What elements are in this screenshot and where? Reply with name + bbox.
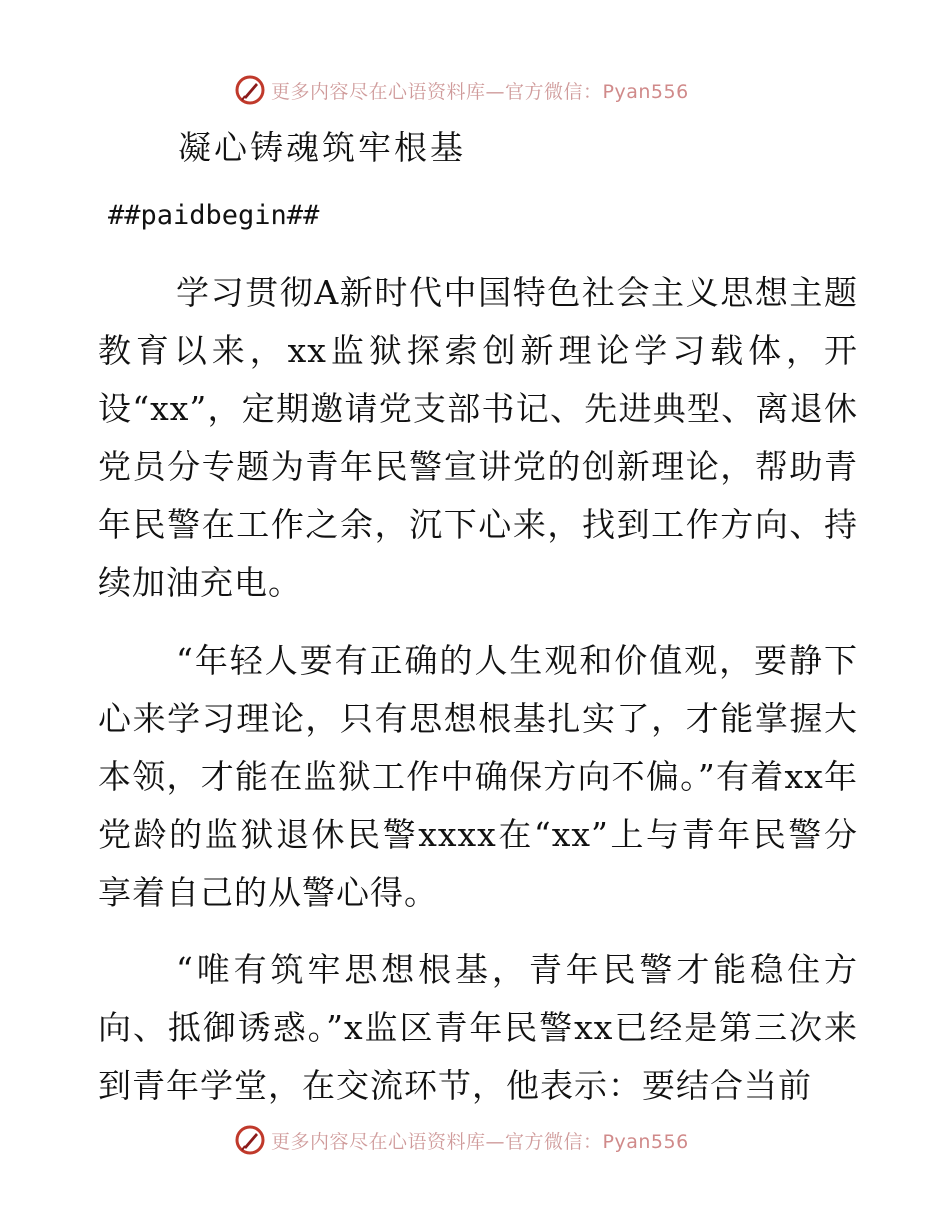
paragraph-1: 学习贯彻A新时代中国特色社会主义思想主题教育以来，xx监狱探索创新理论学习载体，开设“xx”，定期邀请党支部书记、先进典型、离退休党员分专题为青年民警宣讲党的创新理论，帮助青年民警在工作之余，沉下心来，找到工作方向、持续加油充电。 [98, 273, 858, 602]
quill-logo-icon [235, 1125, 265, 1155]
watermark-label: 更多内容尽在心语资料库—官方微信： [271, 1130, 603, 1153]
watermark-footer [235, 1122, 755, 1158]
paid-begin-marker: ##paidbegin## [108, 200, 320, 231]
document-title: 凝心铸魂筑牢根基 [178, 128, 466, 167]
quill-logo-icon [235, 75, 265, 105]
paragraph-2: “年轻人要有正确的人生观和价值观，要静下心来学习理论，只有思想根基扎实了，才能掌握大本领，才能在监狱工作中确保方向不偏。”有着xx年党龄的监狱退休民警xxxx在“xx”上与青年民警分享着自己的从警心得。 [98, 641, 858, 912]
watermark-text [271, 77, 689, 104]
watermark-header [235, 72, 755, 108]
watermark-wechat-id: Pyan556 [602, 1130, 689, 1153]
watermark-label: 更多内容尽在心语资料库—官方微信： [271, 80, 603, 103]
paragraph-3: “唯有筑牢思想根基，青年民警才能稳住方向、抵御诱惑。”x监区青年民警xx已经是第三次来到青年学堂，在交流环节，他表示：要结合当前 [98, 950, 858, 1105]
watermark-text [271, 1127, 689, 1154]
watermark-wechat-id: Pyan556 [602, 80, 689, 103]
